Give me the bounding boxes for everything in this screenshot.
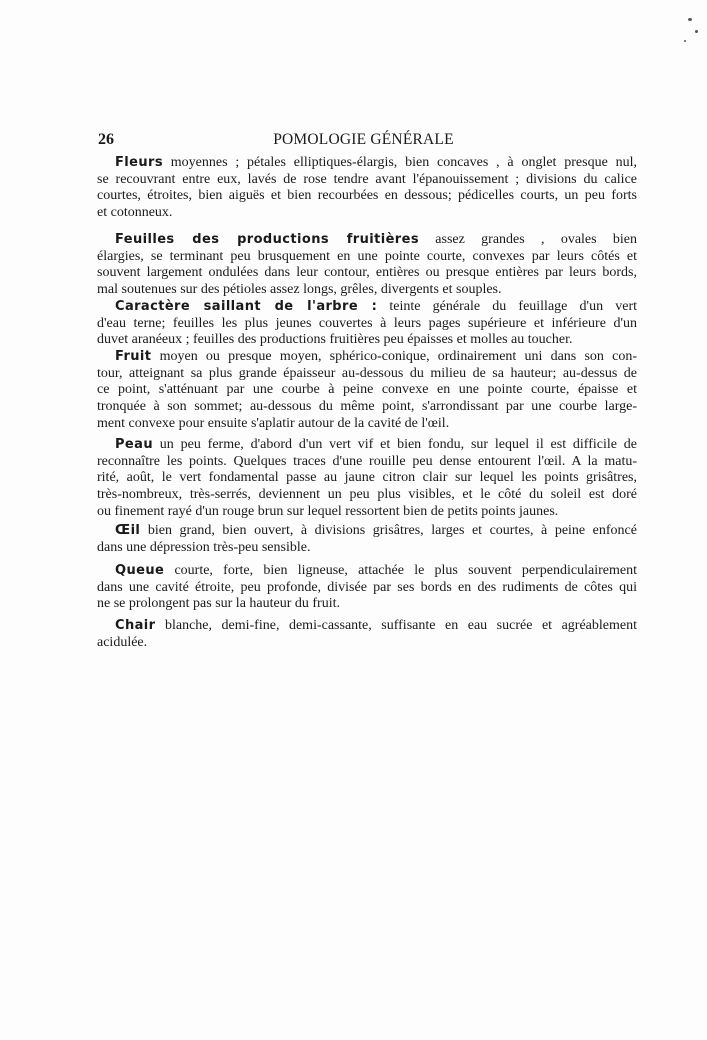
- line-text: d'eau terne; feuilles les plus jeunes couvertes à leurs pages supérieure et inférieure d'un: [97, 315, 637, 331]
- line-text: assez grandes , ovales bien: [418, 232, 638, 247]
- line-text: dans une cavité étroite, peu profonde, divisée par ses bords en des rudiments de côtes qui: [97, 579, 637, 595]
- line-text: bien grand, bien ouvert, à divisions grisâtres, larges et courtes, à peine enfoncé: [140, 523, 637, 538]
- line-text: moyennes ; pétales elliptiques-élargis, bien concaves , à onglet presque nul,: [162, 155, 637, 170]
- text-line: [97, 399, 637, 416]
- line-text: souvent largement ondulées dans leur contour, entières ou presque entières par leurs bords,: [97, 265, 637, 281]
- paragraph-heading: Caractère saillant de l'arbre :: [115, 299, 378, 314]
- paragraph-heading: Chair: [115, 618, 156, 633]
- paragraph-heading: Queue: [115, 563, 165, 578]
- text-line: [97, 282, 637, 299]
- line-text: reconnaître les points. Quelques traces d'une rouille peu dense entourent l'œil. A la matu-: [97, 453, 637, 469]
- line-text: moyen ou presque moyen, sphérico-conique, ordinairement uni dans son con-: [151, 349, 637, 364]
- line-text: courtes, étroites, bien aiguës et bien recourbées en dessous; pédicelles courts, un peu forts: [97, 188, 637, 204]
- paragraph-heading: Œil: [115, 523, 141, 538]
- page-number: 26: [98, 131, 114, 148]
- line-text: rité, août, le vert fondamental passe au jaune citron clair sur lequel les points grisâtres,: [97, 470, 637, 486]
- line-text: ment convexe pour ensuite s'aplatir autour de la cavité de l'œil.: [97, 415, 450, 431]
- text-line: [97, 382, 637, 399]
- line-text: tour, atteignant sa plus grande épaisseur au-dessous du milieu de sa hauteur; au-dessus de: [97, 365, 637, 381]
- paragraph: [97, 349, 637, 432]
- paragraph: [97, 563, 637, 613]
- text-line: [97, 332, 637, 349]
- text-line: [97, 454, 637, 471]
- scan-speck: [695, 30, 698, 33]
- line-text: dans une dépression très-peu sensible.: [97, 539, 311, 555]
- text-line: [97, 172, 637, 189]
- line-text: un peu ferme, d'abord d'un vert vif et bien fondu, sur lequel il est difficile de: [152, 437, 637, 452]
- text-line: [97, 249, 637, 266]
- text-line: [97, 316, 637, 333]
- paragraph: [97, 299, 637, 349]
- text-line: [97, 540, 637, 557]
- line-text: ne se prolongent pas sur la hauteur du fruit.: [97, 596, 340, 612]
- text-line: [97, 563, 637, 580]
- line-text: ou finement rayé d'un rouge brun sur lequel ressortent bien de petits points jaunes.: [97, 503, 559, 519]
- text-line: [97, 470, 637, 487]
- text-line: [97, 205, 637, 222]
- text-line: [97, 232, 637, 249]
- text-line: [97, 188, 637, 205]
- text-line: [97, 618, 637, 635]
- text-line: [97, 265, 637, 282]
- scan-speck: [684, 40, 686, 42]
- text-line: [97, 437, 637, 454]
- line-text: tronquée à son sommet; au-dessous du même point, s'arrondissant par une courbe large-: [97, 399, 637, 415]
- paragraph: [97, 155, 637, 222]
- line-text: mal soutenues sur des pétioles assez longs, grêles, divergents et souples.: [97, 282, 502, 298]
- line-text: se recouvrant entre eux, lavés de rose tendre avant l'épanouissement ; divisions du calice: [97, 171, 637, 187]
- text-line: [97, 596, 637, 613]
- line-text: duvet aranéeux ; feuilles des productions fruitières peu épaisses et molles au toucher.: [97, 332, 573, 348]
- text-line: [97, 635, 637, 652]
- text-line: [97, 366, 637, 383]
- scan-speck: [688, 18, 692, 21]
- line-text: très-nombreux, très-serrés, deviennent un peu plus visibles, et le côté du soleil est doré: [97, 487, 637, 503]
- text-line: [97, 487, 637, 504]
- paragraph-heading: Fruit: [115, 349, 152, 364]
- paragraph-heading: Feuilles des productions fruitières: [115, 232, 419, 247]
- text-line: [97, 504, 637, 521]
- line-text: ce point, s'atténuant par une courbe à peine convexe en une pointe courte, épaisse et: [97, 382, 637, 398]
- line-text: teinte générale du feuillage d'un vert: [377, 299, 638, 314]
- text-line: [97, 299, 637, 316]
- paragraph: [97, 437, 637, 520]
- line-text: acidulée.: [97, 634, 148, 650]
- line-text: élargies, se terminant peu brusquement en une pointe courte, convexes par leurs côtés et: [97, 248, 637, 264]
- line-text: blanche, demi-fine, demi-cassante, suffisante en eau sucrée et agréablement: [155, 618, 637, 633]
- text-line: [97, 155, 637, 172]
- text-line: [97, 349, 637, 366]
- text-line: [97, 416, 637, 433]
- text-line: [97, 580, 637, 597]
- text-line: [97, 523, 637, 540]
- line-text: et cotonneux.: [97, 205, 173, 221]
- paragraph: [97, 618, 637, 651]
- paragraph: [97, 232, 637, 299]
- line-text: courte, forte, bien ligneuse, attachée le plus souvent perpendiculairement: [164, 563, 637, 578]
- paragraph-heading: Peau: [115, 437, 153, 452]
- paragraph-heading: Fleurs: [115, 155, 163, 170]
- running-title: POMOLOGIE GÉNÉRALE: [273, 131, 454, 148]
- paragraph: [97, 523, 637, 556]
